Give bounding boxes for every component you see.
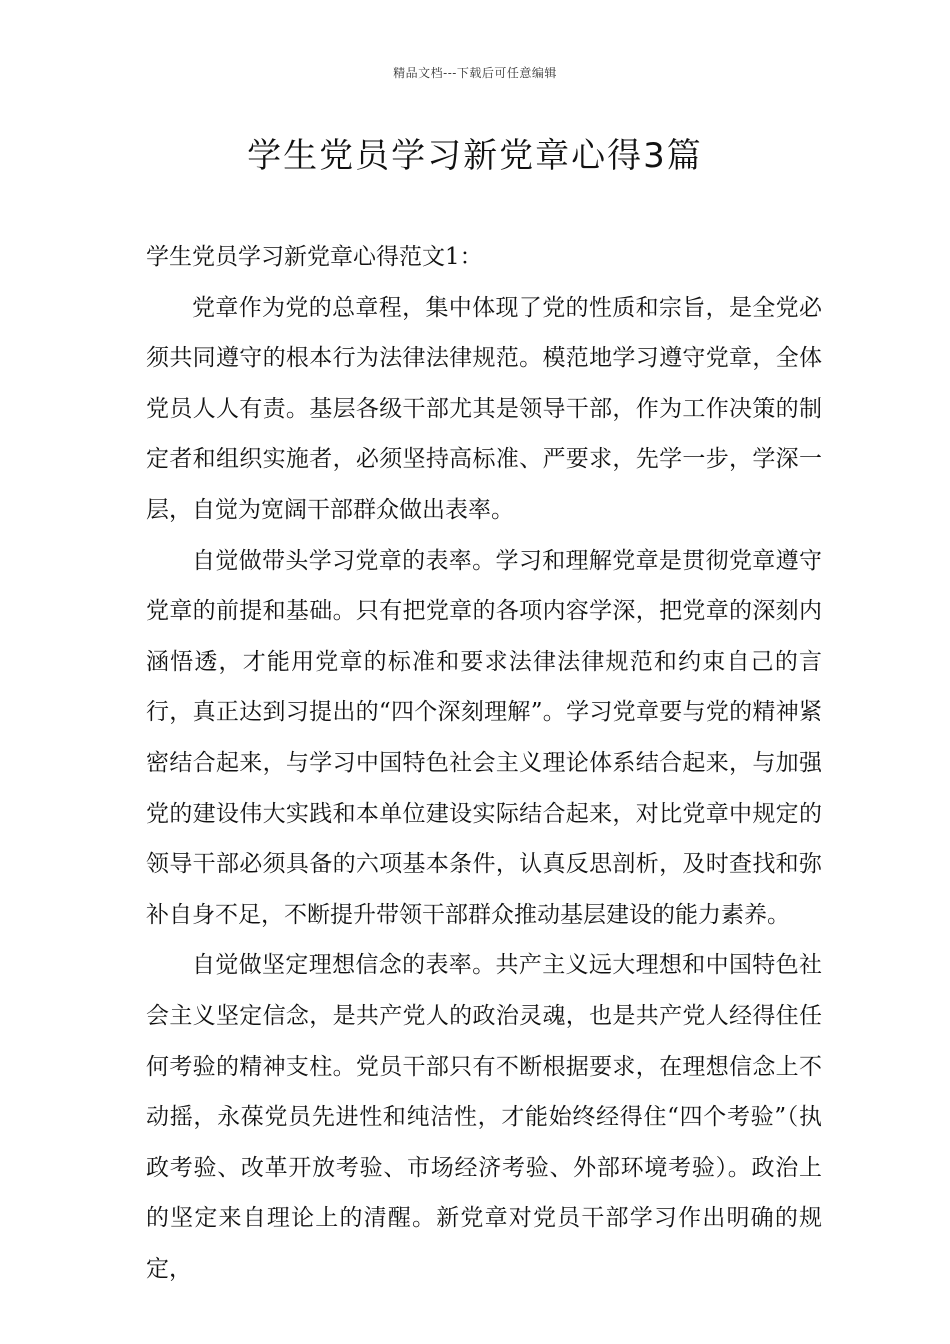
header-note: 精品文档---下载后可任意编辑 xyxy=(393,66,557,80)
paragraph: 自觉做坚定理想信念的表率。共产主义远大理想和中国特色社会主义坚定信念，是共产党人的政治灵魂，也是共产党人经得住任何考验的精神支柱。党员干部只有不断根据要求，在理想信念上不动摇，永葆党员先进性和纯洁性，才能始终经得住“四个考验”（执政考验、改革开放考验、市场经济考验、外部环境考验）。政治上的坚定来自理论上的清醒。新党章对党员干部学习作出明确的规定， xyxy=(146,952,822,1282)
section-subtitle: 学生党员学习新党章心得范文1： xyxy=(146,244,483,270)
document-body xyxy=(146,232,822,1294)
page-title: 学生党员学习新党章心得3篇 xyxy=(247,136,703,176)
paragraph: 党章作为党的总章程，集中体现了党的性质和宗旨，是全党必须共同遵守的根本行为法律法律规范。模范地学习遵守党章，全体党员人人有责。基层各级干部尤其是领导干部，作为工作决策的制定者和组织实施者，必须坚持高标准、严要求，先学一步，学深一层，自觉为宽阔干部群众做出表率。 xyxy=(146,294,822,523)
paragraph: 自觉做带头学习党章的表率。学习和理解党章是贯彻党章遵守党章的前提和基础。只有把党章的各项内容学深，把党章的深刻内涵悟透，才能用党章的标准和要求法律法律规范和约束自己的言行，真正达到习提出的“四个深刻理解”。学习党章要与党的精神紧密结合起来，与学习中国特色社会主义理论体系结合起来，与加强党的建设伟大实践和本单位建设实际结合起来，对比党章中规定的领导干部必须具备的六项基本条件，认真反思剖析，及时查找和弥补自身不足，不断提升带领干部群众推动基层建设的能力素养。 xyxy=(146,547,822,928)
